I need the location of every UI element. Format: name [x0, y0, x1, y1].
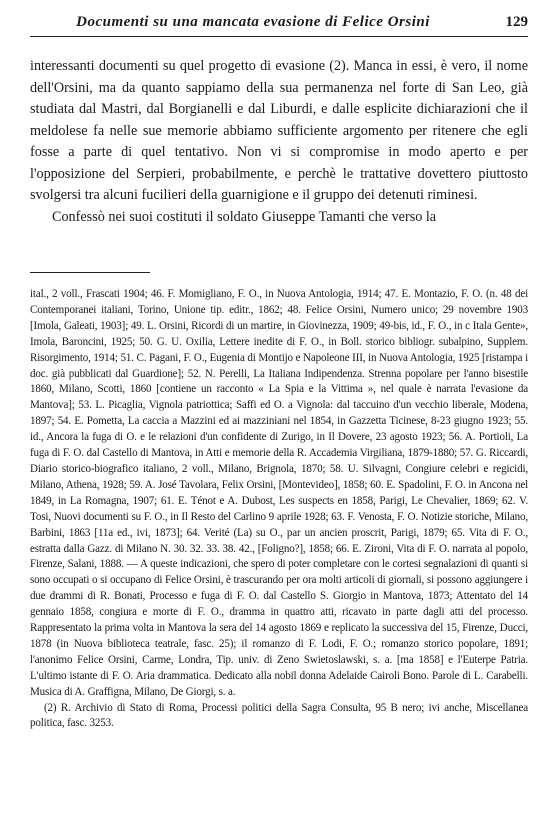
running-title: Documenti su una mancata evasione di Felice Orsini — [76, 14, 430, 30]
page-number: 129 — [505, 14, 528, 30]
footnote-separator — [30, 272, 150, 273]
body-paragraph: Confessò nei suoi costituti il soldato Giuseppe Tamanti che verso la — [52, 208, 437, 225]
footnote: ital., 2 voll., Frascati 1904; 46. F. Momigliano, F. O., in Nuova Antologia, 1914; 47. E. Montazio, F. O. (n. 48 dei Contemporanei italiani, Torino, Unione tip. editr., 1862; 48. Felice Orsini, Numero unico; 29 novembre 1903 [Imola, Galeati, 1903]; 49. L. Orsini, Ricordi di un martire, in Giovinezza, 1909; 49-bis, id., F. O., in c Itala Gente», Imola, Baroncini, 1925; 50. G. U. Oxilia, Lettere inedite di F. O., in Boll. storico bibliogr. subalpino, Supplem. Risorgimento, 1914; 51. C. Pagani, F. O., Eugenia di Montijo e Napoleone III, in Nuova Antologia, 1925 [ristampa i doc. già pubblicati dal Guardione]; 52. N. Perelli, La Italiana Indipendenza. Strenna popolare per l'anno bisestile 1860, Milano, Scotti, 1860 [contiene un racconto « La Spia e la Vittima », nel quale è narrata l'evasione da Mantova]; 53. L. Picaglia, Vignola patriottica; Saffi ed O. a Vignola: dal taccuino d'un vecchio liberale, Modena, 1897; 54. E. Pometta, La caccia a Mazzini ed ai mazziniani nel 1854, in Gazzetta Ticinese, 8-23 giugno 1923; 55. id., Ancora la fuga di O. e le relazioni d'un confidente di Zurigo, in Il Dovere, 23 agosto 1923; 56. A. Portioli, La fuga di F. O. dal Castello di Mantova, in Atti e memorie della R. Accademia Virgiliana, 1879-1880; 57. G. Riccardi, Diario storico-biografico italiano, 2 voll., Milano, Brignola, 1870; 58. U. Silvagni, Congiure celebri e regicidi, Milano, Athena, 1928; 59. A. José Tavolara, Felix Orsini, [Montevideo], 1858; 60. E. Spadolini, F. O. in Ancona nel 1849, in La Romagna, 1907; 61. E. Ténot e A. Dubost, Les suspects en 1858, Parigi, Le Chevalier, 1869; 62. V. Tosi, Nuovi documenti su F. O., in Il Resto del Carlino 9 aprile 1928; 63. F. Venosta, F. O. Notizie storiche, Milano, Barbini, 1863 [11a ed., ivi, 1873]; 64. Verité (La) su O., par un ancien proscrit, Parigi, 1879; 65. Vita di F. O., estratta dalla Gazz. di Milano N. 30. 32. 33. 38. 42., [Foligno?], 1858; 66. E. Zironi, Vita di F. O. narrata al popolo, Firenze, Salani, 1888. — A queste indicazioni, che spero di poter completare con le cortesi segnalazioni di quanti si sono occupati o si occupano di Felice Orsini, è trascurando per ora molti articoli di giornali, si possono aggiungere i due drammi di R. Bonati, Processo e fuga di F. O. dal Castello S. Giorgio in Mantova, 1873; Attentato del 14 gennaio 1858, congiura e morte di F. O., dramma in quattro atti, ricavato in parte dagli atti del processo. Rappresentato la prima volta in Mantova la sera del 14 agosto 1869 e replicato la successiva del 15, Firenze, Ducci, 1878 (in Nuova biblioteca teatrale, fasc. 25); il romanzo di F. Lodi, F. O.; romanzo storico popolare, 1891; l'anonimo Felice Orsini, Carme, Londra, Tip. univ. di Zeno Swietoslawski, s. a. [ma 1858] e l'Euterpe Patria. L'ultimo istante di F. O. Aria drammatica. Dedicato alla nobil donna Adelaide Cairoli Bono. Parole di L. Carabelli. Musica di A. Graffigna, Milano, De Giorgi, s. a. — [30, 288, 528, 698]
footnote: (2) R. Archivio di Stato di Roma, Processi politici della Sagra Consulta, 95 B nero; ivi anche, Miscellanea politica, fasc. 3253. — [30, 701, 528, 730]
footnotes — [30, 287, 528, 732]
running-header — [30, 14, 528, 37]
body-text — [30, 56, 528, 228]
body-paragraph: interessanti documenti su quel progetto di evasione (2). Manca in essi, è vero, il nome dell'Orsini, ma da quanto sappiamo della sua permanenza nel forte di San Leo, già studiata dal Mastri, dal Borgianelli e dal Liburdi, e dalle esplicite dichiarazioni che il meldolese fa nelle sue memorie abbiamo sufficiente argomento per ritenere che egli fosse a parte di quel tentativo. Non vi si compromise in modo aperto e per l'opposizione del Serpieri, probabilmente, e perchè le trattative dovettero piuttosto svolgersi tra alcuni fucilieri della guarnigione e il gruppo dei detenuti riminesi. — [30, 58, 528, 203]
